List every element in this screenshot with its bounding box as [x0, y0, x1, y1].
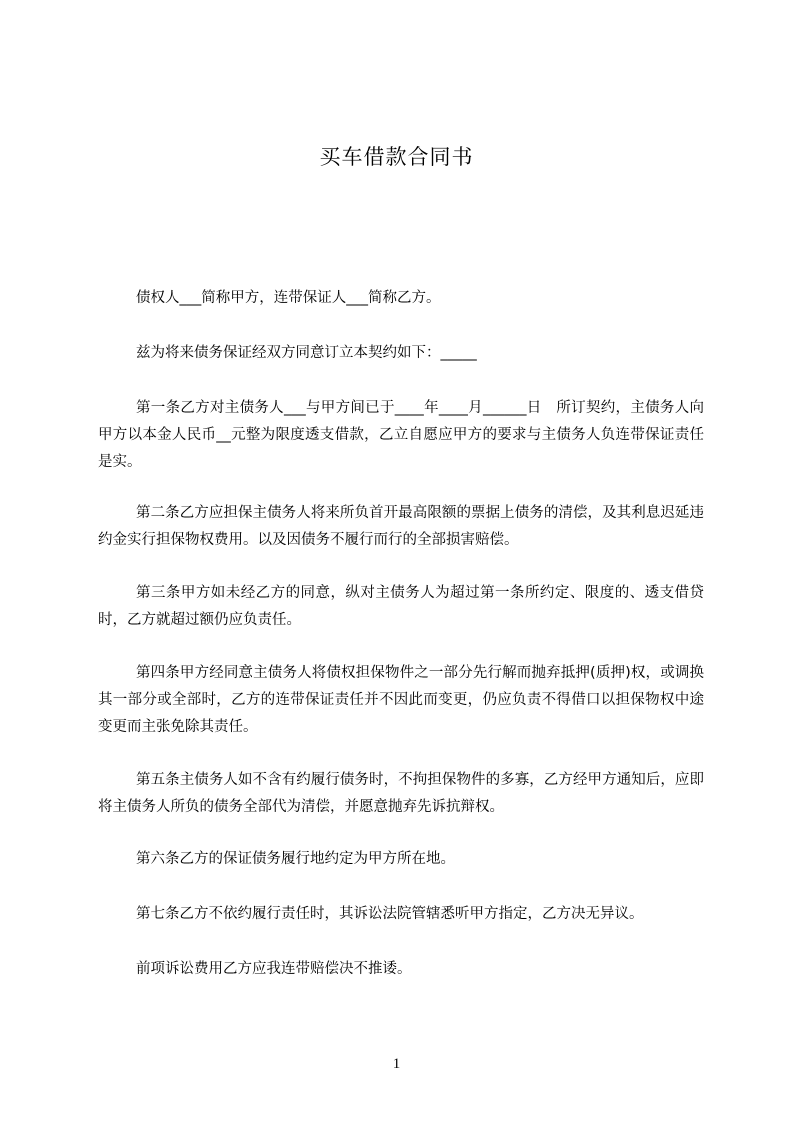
paragraph-article-4: 第四条甲方经同意主债务人将债权担保物件之一部分先行解而抛弃抵押(质押)权，或调换其一部分或全部时，乙方的连带保证责任并不因此而变更，仍应负责不得借口以担保物权中途变更而主张免除其责任。: [98, 665, 704, 735]
page-number: 1: [392, 1056, 401, 1072]
document-title: 买车借款合同书: [319, 145, 474, 169]
paragraph-parties: 债权人___简称甲方，连带保证人___简称乙方。: [136, 290, 441, 306]
paragraph-article-1: 第一条乙方对主债务人___与甲方间已于____年____月______日 所订契约，主债务人向甲方以本金人民币__元整为限度透支借款，乙立自愿应甲方的要求与主债务人负连带保证责任是实。: [98, 400, 704, 470]
paragraph-article-3: 第三条甲方如未经乙方的同意，纵对主债务人为超过第一条所约定、限度的、透支借贷时，乙方就超过额仍应负责任。: [98, 585, 704, 628]
paragraph-article-7: 第七条乙方不依约履行责任时，其诉讼法院管辖悉听甲方指定，乙方决无异议。: [136, 906, 644, 922]
paragraph-article-5: 第五条主债务人如不含有约履行债务时，不拘担保物件的多寡，乙方经甲方通知后，应即将主债务人所负的债务全部代为清偿，并愿意抛弃先诉抗辩权。: [98, 772, 704, 815]
paragraph-preamble: 兹为将来债务保证经双方同意订立本契约如下：_____: [136, 345, 477, 361]
paragraph-article-6: 第六条乙方的保证债务履行地约定为甲方所在地。: [136, 851, 455, 867]
paragraph-article-2: 第二条乙方应担保主债务人将来所负首开最高限额的票据上债务的清偿，及其利息迟延违约金实行担保物权费用。以及因债务不履行而行的全部损害赔偿。: [98, 505, 704, 548]
paragraph-litigation-costs: 前项诉讼费用乙方应我连带赔偿决不推诿。: [136, 961, 412, 977]
